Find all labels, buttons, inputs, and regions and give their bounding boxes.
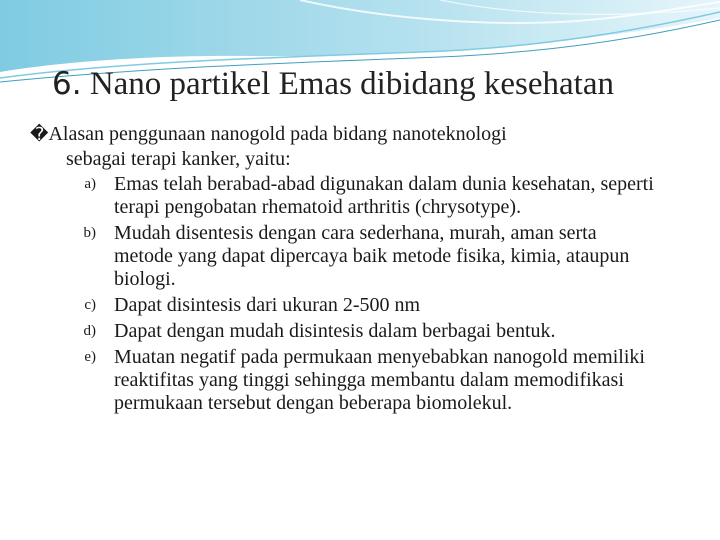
lead-line-2: sebagai terapi kanker, yaitu: [66,148,291,170]
slide-title-number: 6. [52,66,82,102]
slide-body [30,122,690,418]
list-item-marker: d) [83,323,96,339]
reason-list [30,173,690,415]
slide-title [52,66,712,102]
list-item [30,294,690,317]
list-item [30,173,690,219]
list-item-text: Dapat disintesis dari ukuran 2-500 nm [114,294,421,316]
list-item-text: Muatan negatif pada permukaan menyebabkan nanogold memiliki reaktifitas yang tinggi sehingga membantu dalam memodifikasi permukaan tersebut dengan beberapa biomolekul. [114,346,645,414]
list-item [30,222,690,291]
lead-line-1: Alasan penggunaan nanogold pada bidang nanoteknologi [48,123,507,145]
list-item-marker: c) [84,297,96,313]
list-item-text: Emas telah berabad-abad digunakan dalam dunia kesehatan, seperti terapi pengobatan rhematoid arthritis (chrysotype). [114,173,654,218]
list-item-marker: e) [84,349,96,365]
list-item-marker: b) [83,225,96,241]
lead-paragraph [30,122,690,171]
missing-glyph-icon: � [30,124,49,145]
list-item [30,346,690,415]
list-item [30,320,690,343]
list-item-text: Dapat dengan mudah disintesis dalam berbagai bentuk. [114,320,556,342]
list-item-marker: a) [84,176,96,192]
slide-title-text: Nano partikel Emas dibidang kesehatan [89,66,614,102]
list-item-text: Mudah disentesis dengan cara sederhana, murah, aman serta metode yang dapat dipercaya baik metode fisika, kimia, ataupun biologi. [114,222,630,290]
